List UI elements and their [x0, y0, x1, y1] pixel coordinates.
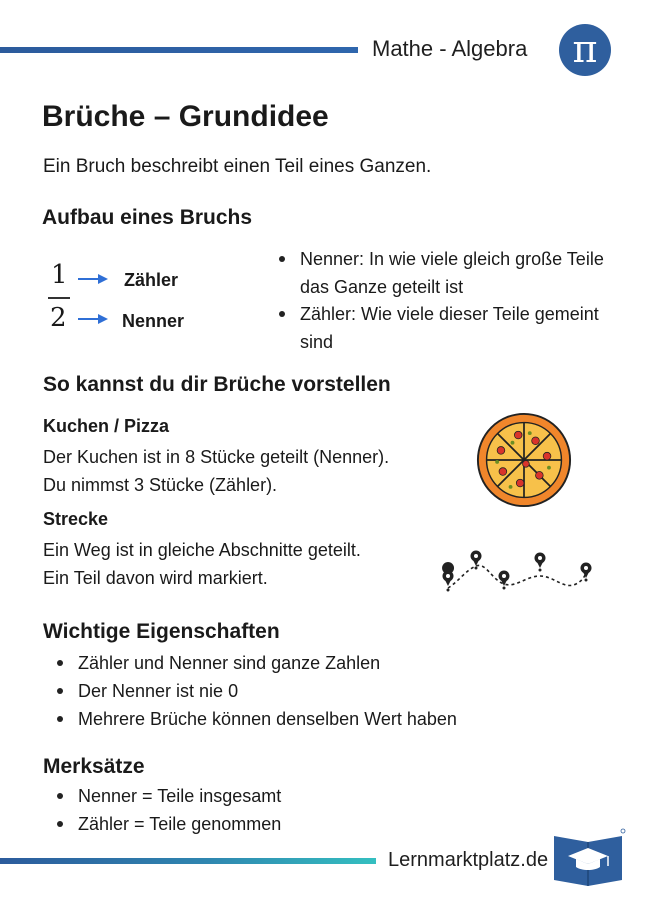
section-heading-aufbau: Aufbau eines Bruchs — [42, 206, 253, 229]
properties-list — [54, 650, 457, 733]
book-graduation-icon — [552, 828, 626, 888]
list-item: Mehrere Brüche können denselben Wert haben — [54, 706, 457, 734]
section-heading-eigenschaften: Wichtige Eigenschaften — [43, 620, 280, 643]
subheading-kuchen: Kuchen / Pizza — [43, 416, 170, 436]
fraction-denominator: 2 — [50, 303, 67, 333]
definition-list — [276, 246, 606, 356]
fraction-numerator: 1 — [51, 260, 68, 290]
kuchen-text — [43, 444, 389, 499]
list-item: Zähler = Teile genommen — [54, 811, 281, 839]
subheading-strecke: Strecke — [43, 509, 109, 529]
list-item: Nenner = Teile insgesamt — [54, 783, 281, 811]
fraction-bar — [48, 297, 70, 299]
list-item: Nenner: In wie viele gleich große Teile das Ganze geteilt ist — [276, 246, 606, 301]
kuchen-line-2: Du nimmst 3 Stücke (Zähler). — [43, 474, 278, 495]
rules-list — [54, 783, 281, 839]
page-title: Brüche – Grundidee — [42, 100, 329, 133]
intro-text: Ein Bruch beschreibt einen Teil eines Ganzen. — [43, 156, 432, 177]
list-item: Zähler und Nenner sind ganze Zahlen — [54, 650, 457, 678]
label-numerator: Zähler — [124, 270, 179, 290]
header-subject: Mathe - Algebra — [372, 36, 528, 61]
section-heading-vorstellen: So kannst du dir Brüche vorstellen — [43, 373, 391, 396]
header-accent-bar — [0, 47, 358, 53]
pi-logo-icon: π — [559, 24, 611, 76]
arrow-right-icon — [78, 313, 108, 325]
list-item: Der Nenner ist nie 0 — [54, 678, 457, 706]
footer-brand: Lernmarktplatz.de — [388, 849, 549, 871]
section-heading-merksaetze: Merksätze — [43, 755, 145, 778]
list-item: Zähler: Wie viele dieser Teile gemeint sind — [276, 301, 606, 356]
pizza-icon — [476, 412, 572, 508]
strecke-text — [43, 537, 361, 592]
kuchen-line-1: Der Kuchen ist in 8 Stücke geteilt (Nenner). — [43, 447, 390, 467]
arrow-right-icon — [78, 273, 108, 285]
footer-accent-bar — [0, 858, 376, 864]
strecke-line-1: Ein Weg ist in gleiche Abschnitte geteilt. — [43, 540, 361, 560]
path-markers-icon — [436, 546, 598, 602]
strecke-line-2: Ein Teil davon wird markiert. — [43, 567, 268, 588]
label-denominator: Nenner — [122, 311, 185, 331]
